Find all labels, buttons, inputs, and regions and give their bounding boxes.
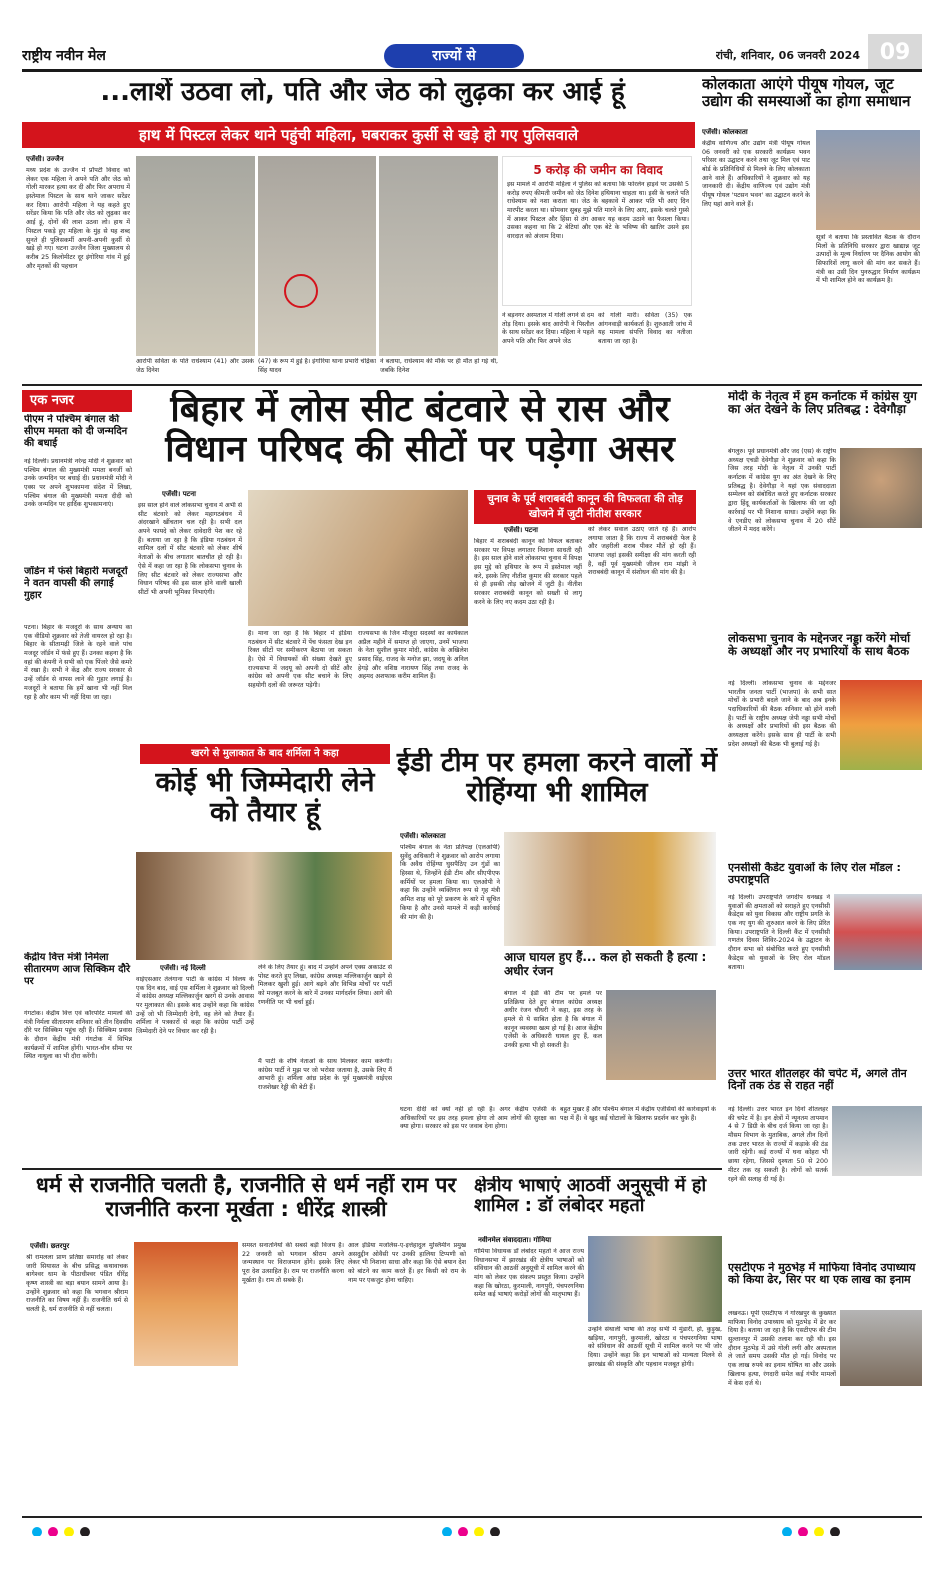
devegowda-photo <box>840 448 922 528</box>
suvendu-photo <box>504 832 716 946</box>
brief1-headline: पीएम ने पश्चिम बंगाल की सीएम ममता को दी जन्मदिन की बधाई <box>24 414 128 449</box>
mafia-photo <box>840 1310 922 1386</box>
story1-tail-1: ने बड़नगर अस्पताल में गोली लगने से दम तोड़ दिया। इसके बाद आरोपी ने पिस्तौल के साथ सरेंडर कर दिया। महिला ने पहले अपने पति और फिर अपने जेठ <box>502 312 594 346</box>
dharm-headline: धर्म से राजनीति चलती है, राजनीति से धर्म नहीं राम पर राजनीति करना मूर्खता : धीरेंद्र शास्त्री <box>35 1174 457 1221</box>
color-swatch <box>80 1527 90 1536</box>
nitish-photo <box>248 490 468 626</box>
story1-box-title: 5 करोड़ की जमीन का विवाद <box>533 163 663 177</box>
cold-body: नई दिल्ली। उत्तर भारत इन दिनों शीतलहर की चपेट में है। इन क्षेत्रों में न्यूनतम तापमान 4 से 7 डिग्री के बीच दर्ज किया जा रहा है। मौसम विभाग के मुताबिक, अगले तीन दिनों तक उत्तर भारत के राज्यों में कड़ाके की ठंड जारी रहेगी। कई राज्यों में घना कोहरा भी छाया रहेगा, जिससे दृश्यता 50 से 200 मीटर तक रह सकती है। लोगों को सतर्क रहने की सलाह दी गई है। <box>728 1106 828 1183</box>
color-swatch <box>782 1527 792 1536</box>
ed-headline: ईडी टीम पर हमला करने वालों में रोहिंग्या भी शामिल <box>396 748 718 809</box>
lead-body-1: इस साल होने वाले लोकसभा चुनाव में अभी से सीट बंटवारे को लेकर महागठबंधन में अंदरखाने खींचतान चल रही है। सभी दल अपने फायदे को लेकर दावेदारी पेश कर रहे हैं। बताया जा रहा है कि इंडिया गठबंधन में शामिल दलों में सीट बंटवारे को लेकर शीर्ष नेताओं के बीच लगातार बातचीत हो रही है। ऐसे में कहा जा रहा है कि लोकसभा चुनाव के लिए सीट बंटवारे को लेकर राज्यसभा और विधान परिषद की इस साल होने वाली खाली सीटों भी अपनी भूमिका निभाएंगी। <box>138 502 242 596</box>
story1-box <box>502 156 692 306</box>
lambodar-photo <box>588 1236 722 1322</box>
sharmila-byline: एजेंसी। नई दिल्ली <box>160 964 206 972</box>
divider <box>22 1168 722 1170</box>
color-swatch <box>490 1527 500 1536</box>
color-swatch <box>442 1527 452 1536</box>
nadda-photo <box>840 680 922 770</box>
masthead <box>22 34 922 72</box>
color-swatch <box>458 1527 468 1536</box>
ncc-headline: एनसीसी कैडेट युवाओं के लिए रोल मॉडल : उपराष्ट्रपति <box>728 862 901 887</box>
sharmila-headline: कोई भी जिम्मेदारी लेने को तैयार हूं <box>155 768 375 829</box>
lead-headline: बिहार में लोस सीट बंटवारे से रास और विधान परिषद की सीटों पर पड़ेगा असर <box>165 390 675 471</box>
sharmila-body-1: वाईएसआर तेलंगाना पार्टी के कांग्रेस में विलय के एक दिन बाद, वाई एस शर्मिला ने शुक्रवार को दिल्ली में कांग्रेस अध्यक्ष मल्लिकार्जुन खरगे से उनके आवास पर मुलाकात की। इसके बाद उन्होंने कहा कि कांग्रेस उन्हें जो भी जिम्मेदारी देगी, वह लेने को तैयार हैं। शर्मिला ने पत्रकारों से कहा कि कांग्रेस पार्टी उन्हें जिम्मेदारी देने पर विचार कर रही है। <box>136 976 254 1036</box>
lambodar-byline: नवीनमेल संवाददाता। गोमिया <box>478 1236 552 1244</box>
goyal-body: केंद्रीय वाणिज्य और उद्योग मंत्री पीयूष गोयल 06 जनवरी को एक सरकारी कार्यक्रम भवन परिसर का उद्घाटन करने तथा जूट मिल एवं पाट बोर्ड के प्रतिनिधियों से मिलने के लिए कोलकाता आने वाले हैं। अधिकारियों ने शुक्रवार को यह जानकारी दी। केंद्रीय वाणिज्य एवं उद्योग मंत्री पीयूष गोयल 'पटसन भवन' का उद्घाटन करने के लिए यहां आने वाले हैं। <box>702 140 810 208</box>
devegowda-headline: मोदी के नेतृत्व में हम कर्नाटक में कांग्रेस युग का अंत देखने के लिए प्रतिबद्ध : देवेगौड़ा <box>728 390 917 417</box>
cold-photo <box>832 1106 922 1176</box>
nadda-body: नई दिल्ली। लोकसभा चुनाव के मद्देनजर भारतीय जनता पार्टी (भाजपा) के सभी सात मोर्चों के प्रभारी बदले जाने के बाद अब इनके पदाधिकारियों की बैठक शनिवार को होने वाली है। पार्टी के राष्ट्रीय अध्यक्ष जेपी नड्डा सभी मोर्चों के अध्यक्षों और प्रभारियों की इस बैठक की अध्यक्षता करेंगे। इसके साथ ही पार्टी के सभी प्रदेश अध्यक्षों की बैठक भी बुलाई गई है। <box>728 680 836 748</box>
dateline: रांची, शनिवार, 06 जनवरी 2024 <box>715 49 860 62</box>
color-swatch <box>48 1527 58 1536</box>
story1-deck: हाथ में पिस्टल लेकर थाने पहुंची महिला, घबराकर कुर्सी से खड़े हो गए पुलिसवाले <box>22 122 695 148</box>
mafia-body: लखनऊ। यूपी एसटीएफ ने गोरखपुर के कुख्यात माफिया विनोद उपाध्याय को मुठभेड़ में ढेर कर दिया है। बताया जा रहा है कि एसटीएफ की टीम सुल्तानपुर में उसकी तलाश कर रही थी। इस दौरान मुठभेड़ में उसे गोली लगी और अस्पताल ले जाते समय उसकी मौत हो गई। विनोद पर एक लाख रुपये का इनाम घोषित था और उसके खिलाफ हत्या, रंगदारी समेत कई गंभीर मामलों में केस दर्ज थे। <box>728 1310 836 1387</box>
registration-marks <box>442 1522 506 1536</box>
sharmila-photo <box>136 852 392 960</box>
dharm-body-1: श्री रामलला प्राण प्रतिष्ठा समारोह को लेकर जारी सियासत के बीच प्रसिद्ध कथावाचक बागेश्वर धाम के पीठाधीश्वर पंडित धीरेंद्र कृष्ण शास्त्री का बड़ा बयान सामने आया है। उन्होंने शुक्रवार को कहा कि भगवान श्रीराम राजनीति का विषय नहीं हैं। राजनीति धर्म से चलती है, धर्म राजनीति से नहीं चलता। <box>26 1254 128 1314</box>
adhir-title: आज घायल हुए हैं... कल हो सकती है हत्या : अधीर रंजन <box>504 950 707 979</box>
footer-bar <box>22 1516 922 1536</box>
brief3-headline: केंद्रीय वित्त मंत्री निर्मला सीतारमण आज सिक्किम दौरे पर <box>24 952 131 987</box>
page-number: 09 <box>868 34 922 72</box>
ed-byline: एजेंसी। कोलकाता <box>400 832 446 840</box>
goyal-byline: एजेंसी। कोलकाता <box>702 128 748 136</box>
brief2-body: पटना। बिहार के मजदूरों के साथ अन्याय का एक वीडियो शुक्रवार को तेजी वायरल हो रहा है। बिहार के सीतामढ़ी जिले के रहने वाले पांच मजदूर जॉर्डन में फंसे हुए हैं। उनका कहना है कि वहां की कंपनी ने सभी को एक पिंजरे जैसे कमरे में रखा है। सभी ने केंद्र और राज्य सरकार से उन्हें जॉर्डन से वापस लाने की गुहार लगाई है। मजदूरों ने बताया कि हमें खाना भी नहीं मिल रहा है और काम भी नहीं दिया जा रहा। <box>24 624 132 701</box>
devegowda-body: बेंगलुरु। पूर्व प्रधानमंत्री और जद (एस) के राष्ट्रीय अध्यक्ष एचडी देवेगौड़ा ने शुक्रवार को कहा कि जिस तरह मोदी के नेतृत्व में उनकी पार्टी कर्नाटक में कांग्रेस युग का अंत देखने के लिए प्रतिबद्ध है। देवेगौड़ा ने यहां एक संवाददाता सम्मेलन को संबोधित करते हुए कर्नाटक सरकार द्वारा हिंदू कार्यकर्ताओं के खिलाफ की जा रही कार्रवाई पर भी निशाना साधा। उन्होंने कहा कि वे एनडीए को लोकसभा चुनाव में 20 सीटें जीतने में मदद करेंगे। <box>728 448 836 534</box>
dharm-byline: एजेंसी। छतरपुर <box>30 1242 70 1250</box>
story1-box-body: इस मामले में आरोपी महिला ने पुलिस को बताया कि फोरलेन हाइवे पर उसकी 5 करोड़ रुपए कीमती जमीन को जेठ दिनेश हथियाना चाहता था। इसी के चलते पति राधेश्याम को नशा कराता था। जेठ के बहकावे में आकर पति भी आए दिन मारपीट करता था। सोमवार सुबह मुझे पति मारने के लिए आए, इसके चलते गुस्से में आकर पिस्टल और हिंसा से तंग आकर यह कदम उठाने का फैसला किया। उसका कहना था कि 2 बेटियां और एक बेटे के भविष्य की खातिर उसने इस वारदात को अंजाम दिया। <box>507 181 689 241</box>
sharab-byline: एजेंसी। पटना <box>504 526 538 534</box>
story1-photo <box>136 156 498 356</box>
cold-headline: उत्तर भारत शीतलहर की चपेट में, अगले तीन दिनों तक ठंड से राहत नहीं <box>728 1068 907 1093</box>
goyal-photo <box>816 130 920 230</box>
ek-nazar-title: एक नजर <box>22 390 132 412</box>
ed-tail-2: बहुत मुखर हैं और पश्चिम बंगाल में केंद्रीय एजेंसियों की कार्रवाइयों के पक्ष में हैं। वे खुद कई घोटालों के खिलाफ प्रदर्शन कर चुके हैं। <box>560 1106 716 1122</box>
ncc-body: नई दिल्ली। उपराष्ट्रपति जगदीप धनखड़ ने युवाओं की क्षमताओं को सराहते हुए एनसीसी कैडेट्स को युवा विकास और राष्ट्रीय प्रगति के एक नए युग की शुरुआत करने के लिए प्रेरित किया। उपराष्ट्रपति ने दिल्ली कैंट में एनसीसी गणतंत्र दिवस शिविर-2024 के उद्घाटन के दौरान सभा को संबोधित करते हुए एनसीसी कैडेट्स को युवाओं के लिए रोल मॉडल बताया। <box>728 894 830 971</box>
color-swatch <box>474 1527 484 1536</box>
color-swatch <box>798 1527 808 1536</box>
dharm-body-2: समस्त सनातनियों की सबसे बड़ी विजय है। 22 जनवरी को भगवान श्रीराम अपने जन्मस्थान पर विराजमान होंगे। इसके लिए पूरा देश उत्साहित है। राम पर राजनीति करना मूर्खता है। राम तो सबके हैं। <box>242 1242 344 1284</box>
story1-caption-a: आरोपी सविता के पति राधेश्याम (41) और उसके जेठ दिनेश <box>136 358 254 374</box>
lead-byline: एजेंसी। पटना <box>162 490 196 498</box>
lead-body-2: है। माना जा रहा है कि बिहार में इंडिया गठबंधन में सीट बंटवारे में पेंच फंसता देख इन रिक्त सीटों पर समीकरण बैठाया जा सकता है। ऐसे में विधायकों की संख्या देखते हुए राज्यसभा में जदयू को अपनी दो सीटें और कांग्रेस को अपनी एक सीट बचाने के लिए सहयोगी दलों की जरूरत पड़ेगी। <box>248 630 352 690</box>
paper-name: राष्ट्रीय नवीन मेल <box>22 48 106 64</box>
brief1-body: नई दिल्ली। प्रधानमंत्री नरेन्द्र मोदी ने शुक्रवार को पश्चिम बंगाल की मुख्यमंत्री ममता बनर्जी को उनके जन्मदिन पर बधाई दी। प्रधानमंत्री मोदी ने एक्स पर अपने शुभकामना संदेश में लिखा, पश्चिम बंगाल की मुख्यमंत्री ममता दीदी को उनके जन्मदिन पर हार्दिक शुभकामनाएं। <box>24 458 132 509</box>
story1-caption-b: (47) के रूप में हुई है। इंगोरिया थाना प्रभारी चंद्रिका सिंह यादव <box>258 358 376 374</box>
story1-body: मध्य प्रदेश के उज्जैन में प्रॉपर्टी विवाद को लेकर एक महिला ने अपने पति और जेठ को गोली मारकर हत्या कर दी और फिर अपराध में इस्तेमाल पिस्टल के साथ थाने जाकर सरेंडर कर दिया। आरोपी महिला ने यह कहते हुए सरेंडर किया कि पति और जेठ को लुढ़का कर आई हूं, दोनों की लाश उठवा लो। हाथ में पिस्टल पकड़े हुए महिला के मुंह से यह शब्द सुनते ही पुलिसकर्मी अपनी-अपनी कुर्सी से खड़े हो गए। घटना उज्जैन जिला मुख्यालय से करीब 25 किलोमीटर दूर इंगोरिया गांव में हुई और मृतकों की पहचान <box>26 167 130 270</box>
registration-marks <box>32 1522 96 1536</box>
color-swatch <box>830 1527 840 1536</box>
brief2-headline: जॉर्डन में फंसे बिहारी मजदूरों ने वतन वापसी की लगाई गुहार <box>24 566 128 601</box>
story1-byline: एजेंसी। उज्जैन <box>26 155 64 163</box>
lambodar-body: गोमिया विधायक डॉ लंबोदर महतो ने आज राज्य विधानसभा में झारखंड की क्षेत्रीय भाषाओं को संविधान की आठवीं अनुसूची में शामिल करने की मांग को लेकर एक संकल्प प्रस्तुत किया। उन्होंने कहा कि खोरठा, कुरमाली, नागपुरी, पंचपरगनिया समेत कई भाषाएं करोड़ों लोगों की मातृभाषा हैं। <box>474 1248 584 1299</box>
nadda-headline: लोकसभा चुनाव के मद्देनजर नड्डा करेंगे मोर्चा के अध्यक्षों और नए प्रभारियों के साथ बैठक <box>728 632 911 658</box>
color-swatch <box>32 1527 42 1536</box>
section-label: राज्यों से <box>384 44 524 68</box>
ed-body: पश्चिम बंगाल के नेता प्रतिपक्ष (एलओपी) सुवेंदु अधिकारी ने शुक्रवार को आरोप लगाया कि अवैध रोहिंग्या घुसपैठिए उन गुंडों का हिस्सा थे, जिन्होंने ईडी टीम और सीएपीएफ कर्मियों पर हमला किया था। एलओपी ने कहा कि उन्होंने व्यक्तिगत रूप से गृह मंत्री अमित शाह को पूरे प्रकरण के बारे में सूचित किया है और उनसे मामले में कड़ी कार्रवाई की मांग की है। <box>400 844 500 921</box>
lead-body-3: राज्यसभा के जिन मौजूदा सदस्यों का कार्यकाल अप्रैल महीने में समाप्त हो जाएगा, उनमें भाजपा के नेता सुशील कुमार मोदी, कांग्रेस के अखिलेश प्रसाद सिंह, राजद के मनोज झा, जदयू के अनिल हेगड़े और वशिष्ठ नारायण सिंह तथा राजद के अहमद अशफाक करीम शामिल हैं। <box>358 630 468 681</box>
lambodar-headline: क्षेत्रीय भाषाएं आठवीं अनुसूची में हो शामिल : डॉ लंबोदर महतो <box>474 1176 707 1217</box>
goyal-caption: सूत्रों ने बताया कि प्रस्तावित बैठक के दौरान मिलों के प्रतिनिधि सरकार द्वारा खाद्यान्न जूट उत्पादों के मूल्य निर्धारण पर दैनिक आयोग की सिफारिशें लागू करने की मांग कर सकते हैं। मंत्री का उसी दिन पुनरुद्धार निर्माण कार्यक्रम में भी शामिल होने का कार्यक्रम है। <box>816 234 920 285</box>
mafia-headline: एसटीएफ ने मुठभेड़ में माफिया विनोद उपाध्याय को किया ढेर, सिर पर था एक लाख का इनाम <box>728 1262 916 1287</box>
sharab-body-1: बिहार में शराबबंदी कानून को विफल बताकर सरकार पर विपक्ष लगातार निशाना साधती रही है। इस साल होने वाले लोकसभा चुनाव में विपक्ष इस मुद्दे को हथियार के रूप में इस्तेमाल नहीं करे, इसके लिए नीतीश कुमार की सरकार पहले से ही इसकी तोड़ खोजने में जुटी है। नीतीश सरकार शराबबंदी कानून को सख्ती से लागू करने के लिए नए कदम उठा रही है। <box>474 538 582 606</box>
shastri-photo <box>134 1242 238 1366</box>
sharmila-kicker: खरगे से मुलाकात के बाद शर्मिला ने कहा <box>140 744 390 764</box>
adhir-body: बंगाल में ईडी की टीम पर हमले पर प्रतिक्रिया देते हुए बंगाल कांग्रेस अध्यक्ष अधीर रंजन चौधरी ने कहा, इस तरह के हमले से ये साबित होता है कि बंगाल में कानून व्यवस्था खत्म हो गई है। आज केंद्रीय एजेंसी के अधिकारी घायल हुए हैं, कल उनकी हत्या भी हो सकती है। <box>504 990 602 1050</box>
story1-tail-2: को गोली मारी। सविता (35) एक आंगनवाड़ी कार्यकर्ता है। शुरुआती जांच में यह मामला संपत्ति विवाद का नतीजा बताया जा रहा है। <box>598 312 692 346</box>
brief3-body: गंगटोक। केंद्रीय वित्त एवं कॉरपोरेट मामलों की मंत्री निर्मला सीतारमण शनिवार को तीन दिवसीय दौरे पर सिक्किम पहुंच रही हैं। सिक्किम प्रवास के दौरान केंद्रीय मंत्री गंगटोक में विभिन्न कार्यक्रमों में शामिल होंगी। भारत-चीन सीमा पर स्थित नाथुला का भी दौरा करेंगी। <box>24 1010 132 1061</box>
lambodar-body-2: उन्होंने संथाली भाषा की तरह सभी में मुंडारी, हो, कुड़ुख, खड़िया, नागपुरी, कुरमाली, खोरठा व पंचपरगनिया भाषा को संविधान की आठवीं सूची में शामिल करने पर भी जोर दिया। उन्होंने कहा कि इन भाषाओं को मान्यता मिलने से झारखंड की संस्कृति और पहचान मजबूत होगी। <box>588 1326 722 1368</box>
ed-tail-1: घटना दीदी को क्यों नहीं हो रही है। अगर केंद्रीय एजेंसी के अधिकारियों पर इस तरह हमला होगा तो आम लोगों की सुरक्षा का क्या होगा। सरकार को इस पर जवाब देना होगा। <box>400 1106 556 1131</box>
sharab-body-2: को लेकर सवाल उठाए जाते रहे हैं। आरोप लगाया जाता है कि राज्य में शराबबंदी फेल है और जहरीली शराब पीकर मौतें हो रही हैं। भाजपा जहां इसकी समीक्षा की मांग करती रही है, वहीं पूर्व मुख्यमंत्री जीतन राम मांझी ने शराबबंदी कानून में संशोधन की मांग की है। <box>588 526 696 577</box>
color-swatch <box>64 1527 74 1536</box>
registration-marks <box>782 1522 846 1536</box>
story1-caption-c: ने बताया, राधेश्याम की मौके पर ही मौत हो गई थी, जबकि दिनेश <box>380 358 498 374</box>
dharm-body-3: आल इंडिया मजलिस-ए-इत्तेहादुल मुस्लिमीन प्रमुख असदुद्दीन ओवैसी पर उनकी हालिया टिप्पणी को लेकर भी निशाना साधा और कहा कि ऐसे बयान देश को बांटने का काम करते हैं। हर किसी को राम के नाम पर एकजुट होना चाहिए। <box>348 1242 466 1284</box>
ncc-photo <box>834 894 922 970</box>
goyal-headline: कोलकाता आएंगे पीयूष गोयल, जूट उद्योग की समस्याओं का होगा समाधान <box>702 76 911 110</box>
adhir-photo <box>606 990 716 1080</box>
sharmila-body-3: मैं पार्टी के शीर्ष नेताओं के साथ मिलकर काम करूंगी। कांग्रेस पार्टी ने मुझ पर जो भरोसा जताया है, उसके लिए मैं आभारी हूं। शर्मिला आंध्र प्रदेश के पूर्व मुख्यमंत्री वाईएस राजशेखर रेड्डी की बेटी हैं। <box>258 1058 392 1092</box>
color-swatch <box>814 1527 824 1536</box>
sharab-title: चुनाव के पूर्व शराबबंदी कानून की विफलता की तोड़ खोजने में जुटी नीतीश सरकार <box>474 490 696 524</box>
story1-headline: ...लाशें उठवा लो, पति और जेठ को लुढ़का कर आई हूं <box>100 78 625 107</box>
sharmila-body-2: लेने के लिए तैयार हूं। बाद में उन्होंने अपने एक्स अकाउंट से पोस्ट करते हुए लिखा, कांग्रेस अध्यक्ष मल्लिकार्जुन खड़गे से मिलकर खुशी हुई। आगे बढ़ने और विभिन्न मोर्चों पर पार्टी को मजबूत करने के बारे में उनका मार्गदर्शन लिया। आगे की रणनीति पर भी चर्चा हुई। <box>258 964 392 1006</box>
divider <box>22 384 922 386</box>
